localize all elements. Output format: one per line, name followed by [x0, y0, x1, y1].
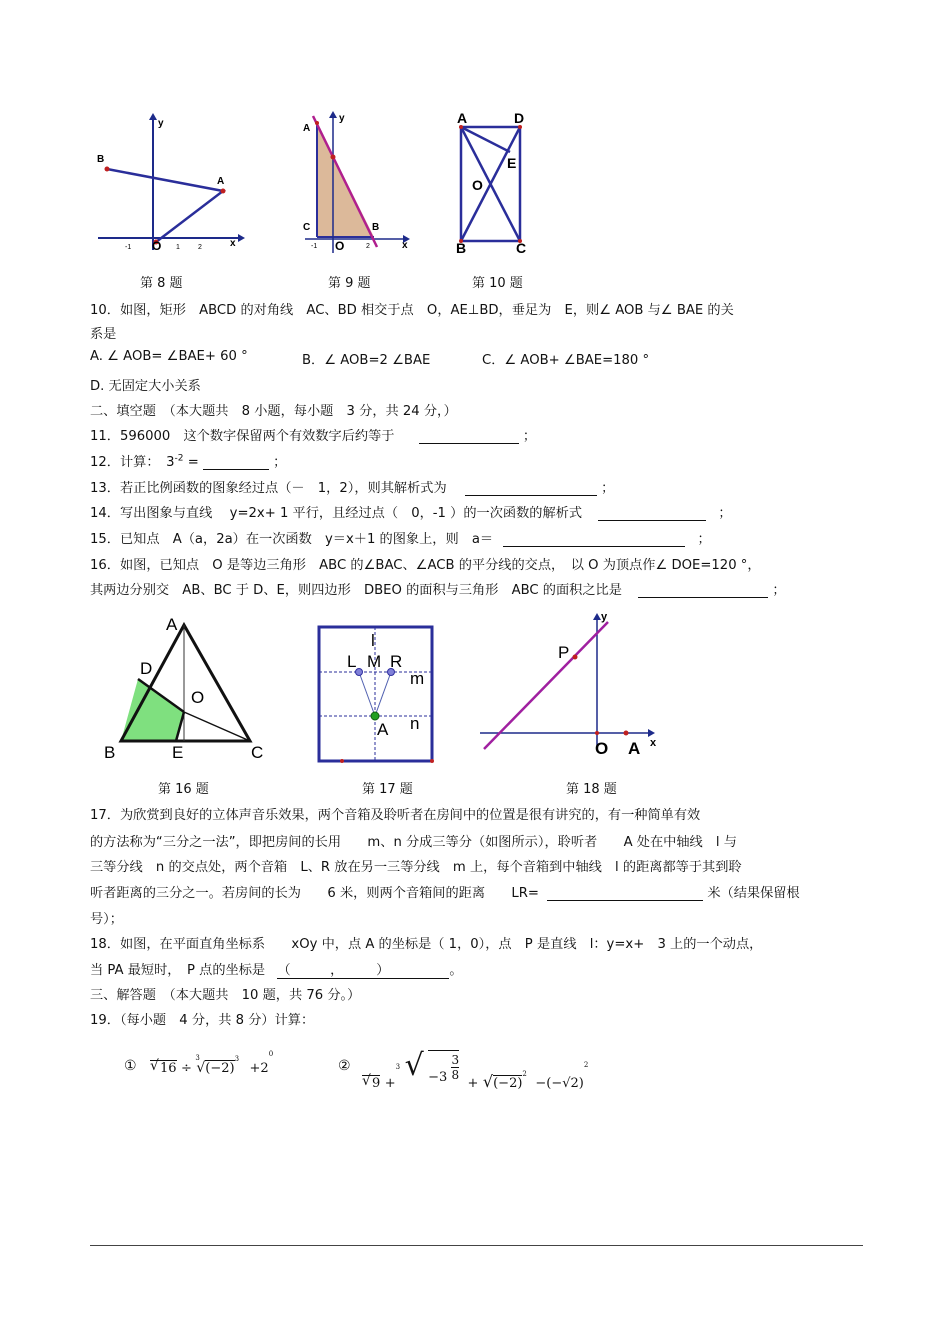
- q12-eq: =: [183, 455, 203, 470]
- q10-options: [90, 349, 650, 368]
- fig10-label-d: D: [514, 110, 525, 126]
- q19-e1-cbrt: 3 $√(-2)^3$: [195, 1054, 240, 1076]
- fig8-label-a: A: [217, 176, 225, 187]
- figure-8: [90, 110, 250, 260]
- q13-text: 13．若正比例函数的图象经过点（－ 1，2），则其解析式为: [90, 481, 447, 496]
- q19-e2-mixed-int: −3: [428, 1070, 448, 1085]
- q19-expression-2: [362, 1042, 588, 1092]
- fig18-label-a: A: [628, 739, 641, 758]
- fig17-label-r: R: [390, 652, 403, 671]
- fig17-label-l: L: [347, 652, 357, 671]
- figure-18: [478, 608, 668, 760]
- q16-line-1: 16．如图，已知点 O 是等边三角形 ABC 的∠BAC、∠ACB 的平分线的交点， 以 O 为顶点作∠ DOE=120 °，: [90, 558, 761, 573]
- q17-line-5: 号）；: [90, 912, 123, 927]
- q16-text: 其两边分别交 AB、BC 于 D、E，则四边形 DBEO 的面积与三角形 ABC 的面积之比是: [90, 583, 622, 598]
- q19-e2-numerator: 3: [451, 1053, 460, 1067]
- q19-circle-2: ②: [338, 1058, 351, 1074]
- figure-18-caption: 第 18 题: [566, 782, 617, 797]
- q19-e1-power-3: 3: [234, 1054, 240, 1063]
- q19-e1-radicand: 16: [160, 1061, 177, 1076]
- figure-17-caption: 第 17 题: [362, 782, 413, 797]
- q19-expression-1: [150, 1050, 273, 1080]
- q13: [90, 477, 614, 496]
- figure-9-caption: 第 9 题: [328, 276, 371, 291]
- q14-end: ；: [718, 506, 732, 521]
- q10-option-b: B．∠ AOB=2 ∠BAE: [302, 353, 431, 368]
- q17-unit: 米（结果保留根: [707, 886, 800, 901]
- q19-e2-sqrt-sq: $√(-2)^2$: [482, 1069, 527, 1091]
- q18-answer-fill: （ ， ）: [277, 963, 390, 978]
- fig18-label-p: P: [558, 643, 570, 662]
- fig17-label-n: n: [410, 714, 420, 733]
- q11-text: 11．596000 这个数字保留两个有效数字后约等于: [90, 429, 395, 444]
- fig9-label-c: C: [303, 222, 311, 233]
- q13-end: ；: [601, 481, 615, 496]
- q19-e2-minus-paren: −(: [535, 1076, 552, 1091]
- section-3-heading: 三、解答题 （本大题共 10 题，共 76 分。）: [90, 988, 361, 1003]
- fig16-label-a: A: [166, 615, 178, 634]
- q16-end: ；: [772, 583, 786, 598]
- figure-10-caption: 第 10 题: [472, 276, 523, 291]
- fig17-label-l-axis: l: [371, 631, 375, 650]
- figure-8-caption: 第 8 题: [140, 276, 183, 291]
- figure-16: [100, 612, 280, 764]
- fig18-label-x: x: [650, 737, 657, 749]
- q10-stem-2: 系是: [90, 327, 117, 342]
- q12: [90, 451, 286, 470]
- fig10-label-o: O: [472, 177, 483, 193]
- fig16-label-e: E: [172, 743, 184, 762]
- fig8-tick-m1: -1: [125, 244, 132, 251]
- q11-answer-blank[interactable]: [419, 429, 519, 444]
- q19-e1-root-index: 3: [195, 1054, 200, 1062]
- fig16-label-o: O: [191, 688, 205, 707]
- q15-end: ；: [697, 532, 711, 547]
- fig9-label-x: x: [402, 240, 408, 251]
- q19-e2-neg-sqrt2: −√2: [551, 1076, 579, 1091]
- q19-circle-1: ①: [124, 1058, 137, 1074]
- fig16-label-b: B: [104, 743, 116, 762]
- q19-e1-power-0: 0: [268, 1050, 274, 1059]
- q19-e1-radicand-2: (−2): [205, 1061, 235, 1076]
- footer-rule: [90, 1245, 863, 1246]
- q16-answer-blank[interactable]: [638, 583, 768, 598]
- q17-line-1: 17．为欣赏到良好的立体声音乐效果，两个音箱及聆听者在房间中的位置是很有讲究的，有一种简单有效: [90, 808, 701, 823]
- q17-line-4: [90, 882, 800, 901]
- q19-e1-sqrt16: √ 16: [150, 1058, 177, 1076]
- q18-text: 当 PA 最短时， P 点的坐标是: [90, 963, 266, 978]
- q10-stem-1: 10．如图，矩形 ABCD 的对角线 AC、BD 相交于点 O，AE⊥BD，垂足为 E，则∠ AOB 与∠ BAE 的关: [90, 303, 734, 318]
- q19-e2-denominator: 8: [451, 1068, 460, 1082]
- q10-option-a: A. ∠ AOB= ∠BAE+ 60 °: [90, 349, 248, 364]
- fig10-label-e: E: [507, 155, 517, 171]
- q19-e2-radical-sign: √: [404, 1048, 424, 1083]
- fig10-label-a: A: [457, 110, 468, 126]
- q17-line-2: 的方法称为“三分之一法”，即把房间的长用 m、n 分成三等分（如图所示），聆听者 A 处在中轴线 l 与: [90, 835, 737, 850]
- q19-e1-plus-two: +2: [249, 1061, 269, 1076]
- fig8-label-y: y: [158, 118, 164, 129]
- q18-line-1: 18．如图，在平面直角坐标系 xOy 中，点 A 的坐标是（ 1，0），点 P 是直线 l：y=x+ 3 上的一个动点，: [90, 937, 763, 952]
- figure-16-caption: 第 16 题: [158, 782, 209, 797]
- q15: [90, 528, 711, 547]
- q19-e2-plus-1: +: [384, 1076, 396, 1091]
- q19-e2-root-index: 3: [395, 1063, 401, 1072]
- q10-option-c: C．∠ AOB+ ∠BAE=180 °: [482, 353, 650, 368]
- fig10-label-c: C: [516, 240, 527, 256]
- q12-end: ；: [273, 455, 287, 470]
- q18-line-2: [90, 959, 463, 979]
- fig9-tick-m1: -1: [311, 243, 318, 250]
- q14: [90, 502, 732, 521]
- q19-e1-div: ÷: [181, 1061, 192, 1076]
- fig9-label-b: B: [372, 222, 380, 233]
- q19-text: 19．（每小题 4 分，共 8 分）计算：: [90, 1013, 315, 1028]
- fig17-label-m: M: [367, 652, 382, 671]
- fig16-label-d: D: [140, 659, 153, 678]
- q12-exponent: -2: [174, 453, 184, 464]
- q11-end: ；: [522, 429, 537, 444]
- q19-e2-power-2b: 2: [583, 1061, 589, 1070]
- figure-9: [300, 108, 420, 258]
- fig18-label-o: O: [595, 739, 609, 758]
- q12-answer-blank[interactable]: [203, 455, 269, 470]
- fig17-label-a: A: [377, 720, 389, 739]
- q17-answer-blank[interactable]: [547, 886, 703, 901]
- fig9-label-y: y: [339, 113, 345, 124]
- q19-e2-radicand-1: 9: [372, 1076, 381, 1091]
- q13-answer-blank[interactable]: [465, 481, 597, 496]
- fig8-label-b: B: [97, 154, 105, 165]
- q12-text: 12．计算： 3: [90, 455, 175, 470]
- fig9-label-a: A: [303, 123, 311, 134]
- q18-answer-blank[interactable]: [277, 959, 449, 979]
- q17-line-3: 三等分线 n 的交点处，两个音箱 L、R 放在另一三等分线 m 上，每个音箱到中轴线 l 的距离都等于其到聆: [90, 860, 742, 875]
- q18-end: 。: [449, 963, 463, 978]
- q11: [90, 425, 536, 444]
- q19-e2-power-2: 2: [522, 1069, 527, 1078]
- fig8-tick-1: 1: [176, 244, 180, 251]
- section-2-heading: 二、填空题 （本大题共 8 小题，每小题 3 分，共 24 分，）: [90, 404, 457, 419]
- q17-text: 听者距离的三分之一。若房间的长为 6 米，则两个音箱间的距离 LR=: [90, 886, 539, 901]
- fig8-tick-2: 2: [198, 244, 202, 251]
- q19-e2-radicand-3: (−2): [493, 1076, 523, 1091]
- q19-e2-sqrt9: √ 9: [362, 1073, 381, 1091]
- q19-e2-mixed: [428, 1050, 460, 1085]
- fig9-label-o: O: [335, 239, 345, 253]
- fig8-label-o: O: [152, 239, 162, 253]
- q15-answer-blank[interactable]: [503, 532, 685, 547]
- figure-17: [312, 620, 440, 770]
- fig8-label-x: x: [230, 238, 236, 249]
- fig17-label-m-line: m: [410, 669, 425, 688]
- q14-text: 14．写出图象与直线 y=2x+ 1 平行，且经过点（ 0，-1 ）的一次函数的解析式: [90, 506, 583, 521]
- fig18-label-y: y: [601, 611, 608, 623]
- q14-answer-blank[interactable]: [598, 506, 706, 521]
- q10-option-d: D. 无固定大小关系: [90, 379, 201, 394]
- q19-e2-close-paren: ): [578, 1076, 584, 1091]
- fig10-label-b: B: [456, 240, 467, 256]
- fig16-label-c: C: [251, 743, 264, 762]
- fig9-tick-2: 2: [366, 243, 370, 250]
- q19-e2-plus-2: +: [467, 1076, 479, 1091]
- q16-line-2: [90, 579, 786, 598]
- q15-text: 15．已知点 A（a，2a）在一次函数 y＝x＋1 的图象上，则 a＝: [90, 532, 494, 547]
- figure-10: [452, 110, 537, 258]
